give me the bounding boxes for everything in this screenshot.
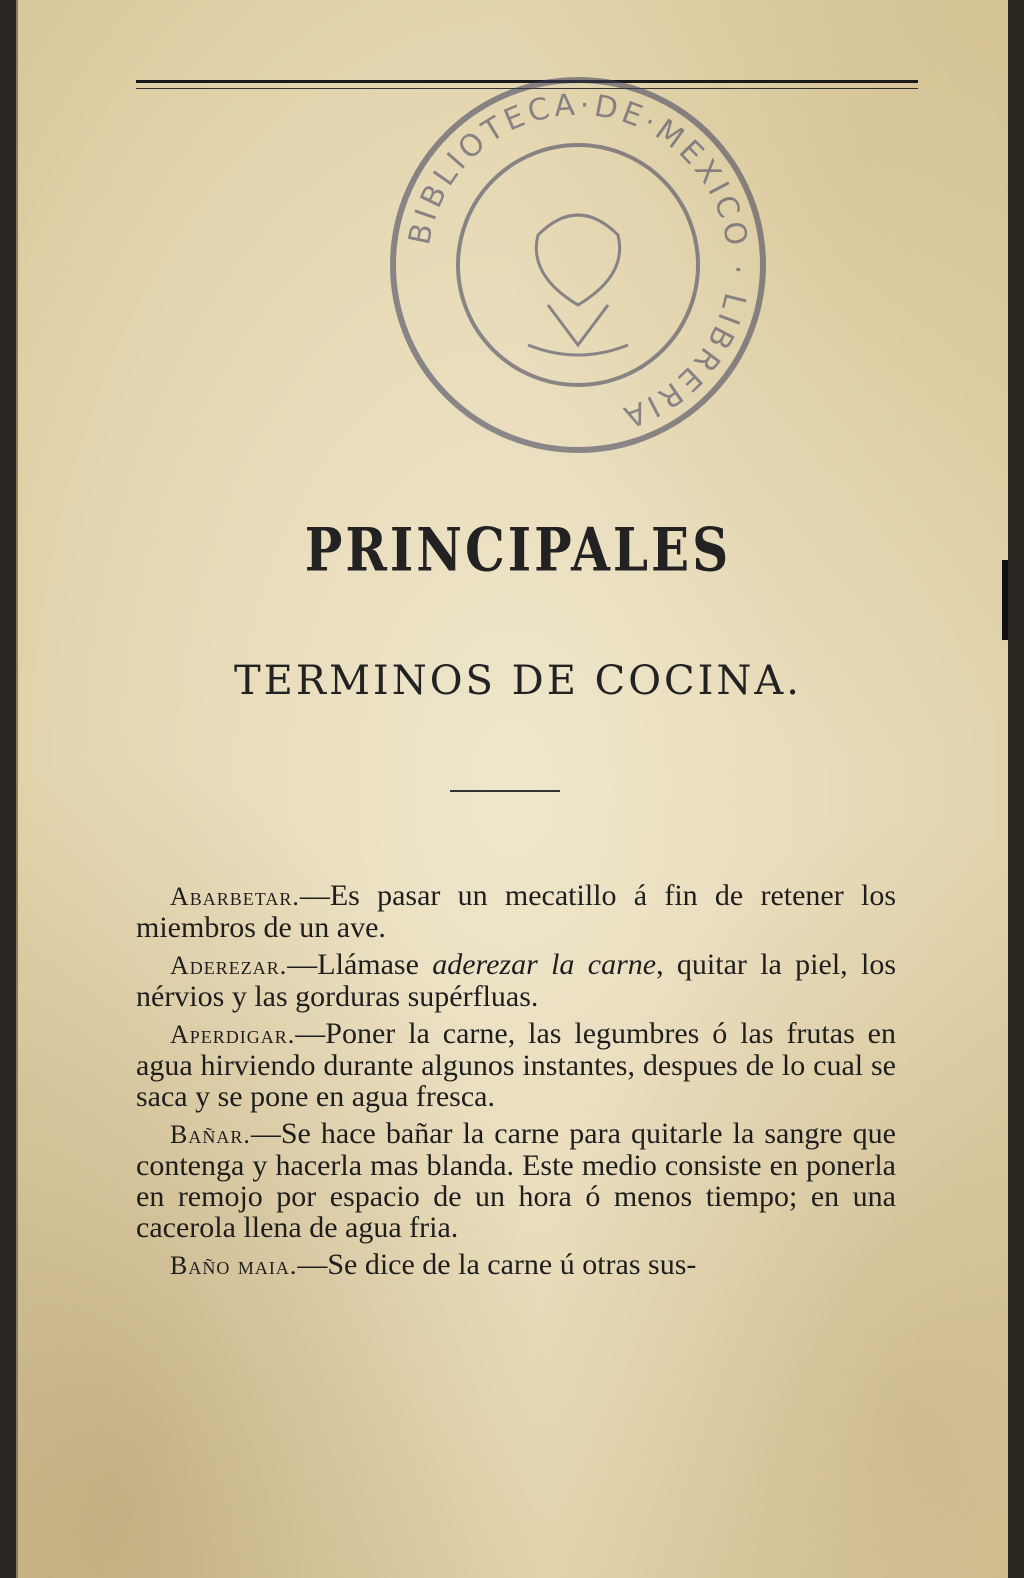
stamp-text: BIBLIOTECA·DE·MEXICO · LIBRERIA xyxy=(402,87,756,436)
entry-definition-before: —Llámase xyxy=(287,948,433,981)
heading-title: PRINCIPALES xyxy=(304,514,732,585)
entry-definition-italic: aderezar la carne xyxy=(432,948,657,981)
book-page xyxy=(16,0,1008,1578)
glossary-entries xyxy=(136,880,896,1287)
entry-bano-maia xyxy=(136,1249,896,1281)
entry-term: Aperdigar. xyxy=(170,1020,296,1049)
entry-term: Abarbetar. xyxy=(170,882,300,911)
entry-abarbetar xyxy=(136,880,896,943)
entry-aperdigar xyxy=(136,1018,896,1112)
entry-definition-after: , quitar la piel, los nérvios y las gorduras supérfluas. xyxy=(136,948,897,1013)
entry-term: Baño maia. xyxy=(170,1251,298,1280)
divider-rule xyxy=(450,790,560,792)
entry-definition: —Se hace bañar la carne para quitarle la sangre que contenga y hacerla mas blanda. Este medio consiste en ponerla en remojo por espacio de un hora ó menos tiempo; en una cacerola llena de agua fria. xyxy=(136,1117,896,1244)
entry-definition: —Se dice de la carne ú otras sus- xyxy=(297,1248,697,1281)
entry-term: Bañar. xyxy=(170,1120,251,1149)
stamp-emblem-icon xyxy=(528,215,628,355)
entry-definition: —Poner la carne, las legumbres ó las frutas en agua hirviendo durante algunos instantes, despues de lo cual se saca y se pone en agua fresca. xyxy=(136,1017,896,1113)
entry-banar xyxy=(136,1118,896,1243)
entry-term: Aderezar. xyxy=(170,951,288,980)
heading-subtitle: TERMINOS DE COCINA. xyxy=(233,658,803,704)
entry-aderezar xyxy=(136,949,896,1012)
library-stamp-icon xyxy=(378,55,778,475)
entry-definition: —Es pasar un mecatillo á fin de retener los miembros de un ave. xyxy=(136,879,896,944)
